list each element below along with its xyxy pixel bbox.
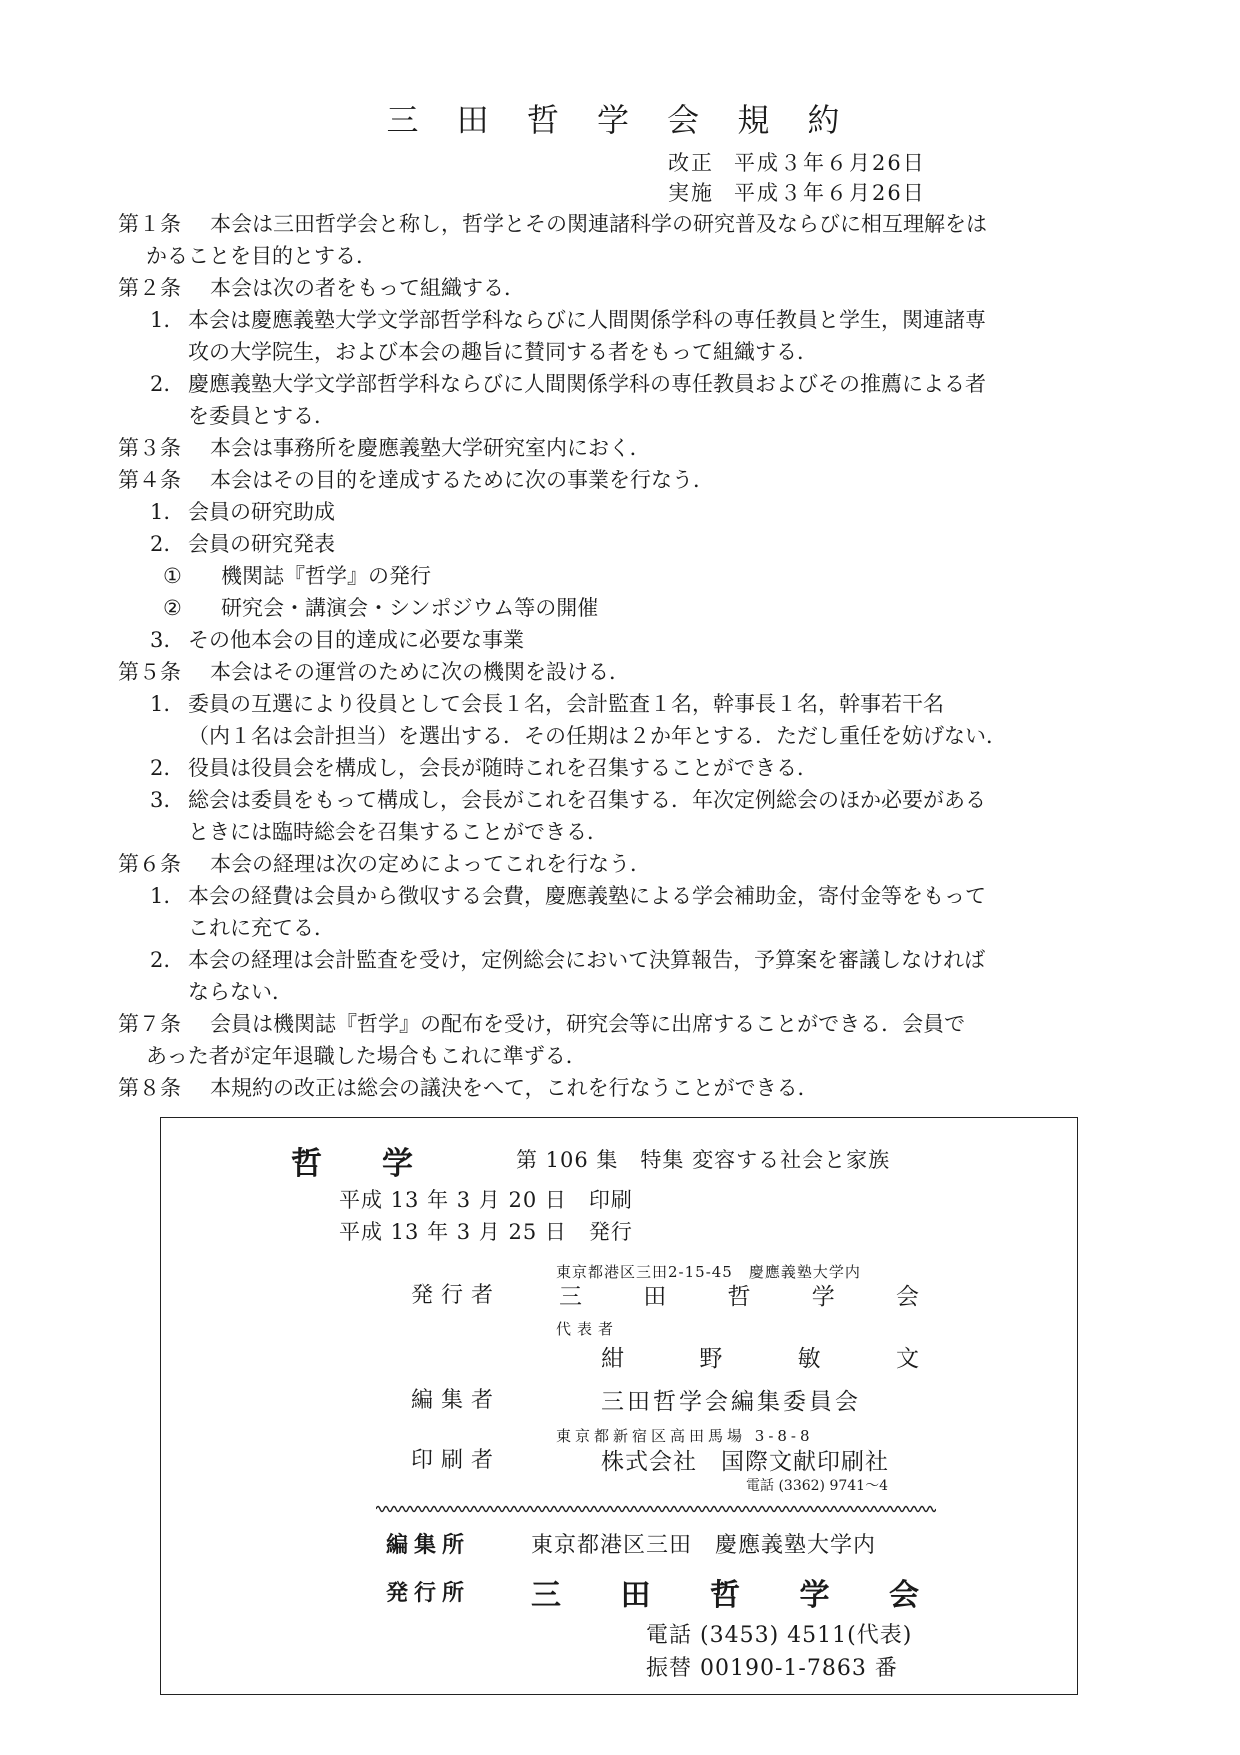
postal-account: 振替 00190-1-7863 番 <box>646 1656 898 1681</box>
item-number: 2. <box>150 532 171 556</box>
item-text: 会員の研究助成 <box>188 500 335 524</box>
publisher-role: 発行者 <box>411 1283 502 1308</box>
name-character: 三 <box>559 1284 582 1310</box>
article <box>118 848 1118 1008</box>
article-text: 本会は三田哲学会と称し，哲学とその関連諸科学の研究普及ならびに相互理解をは <box>210 212 987 236</box>
article <box>118 464 1118 656</box>
item-number: 3. <box>150 628 171 652</box>
article-head <box>118 464 1118 496</box>
article-head <box>118 1008 1118 1040</box>
article-text: 本会はその運営のために次の機関を設ける． <box>210 660 630 684</box>
name-character: 野 <box>699 1346 723 1372</box>
wavy-divider <box>376 1503 936 1515</box>
item-continuation: ならない． <box>188 980 293 1004</box>
article-item <box>118 496 1118 528</box>
article-head <box>118 1072 1118 1104</box>
article-head <box>118 272 1118 304</box>
name-character: 文 <box>895 1346 919 1372</box>
editorial-office-role: 編集所 <box>386 1532 471 1558</box>
representative-name <box>601 1340 919 1373</box>
revision-dates <box>668 148 926 208</box>
article-head <box>118 848 1118 880</box>
name-character: 学 <box>811 1284 835 1310</box>
article-text: 本会はその目的を達成するために次の事業を行なう． <box>210 468 714 492</box>
revision-label: 改正 <box>668 151 714 175</box>
item-text: 本会の経理は会計監査を受け，定例総会において決算報告，予算案を審議しなければ <box>188 948 986 972</box>
article-head <box>118 432 1118 464</box>
item-text: 総会は委員をもって構成し，会長がこれを召集する．年次定例総会のほか必要がある <box>188 788 986 812</box>
publishing-office <box>531 1570 919 1614</box>
article <box>118 208 1118 272</box>
article-number: 第７条 <box>118 1012 181 1036</box>
article-item <box>118 368 1118 400</box>
article-item <box>118 880 1118 912</box>
article <box>118 1008 1118 1072</box>
item-number: 2. <box>150 372 171 396</box>
item-text: 本会は慶應義塾大学文学部哲学科ならびに人間関係学科の専任教員と学生，関連諸専 <box>188 308 986 332</box>
article-head <box>118 656 1118 688</box>
item-continuation: を委員とする． <box>188 404 335 428</box>
enforcement-label: 実施 <box>668 181 714 205</box>
article-number: 第２条 <box>118 276 181 300</box>
item-number: 2. <box>150 756 171 780</box>
name-character: 敏 <box>797 1346 821 1372</box>
article-text: 会員は機関誌『哲学』の配布を受け，研究会等に出席することができる．会員で <box>210 1012 966 1036</box>
subitem-text: 研究会・講演会・シンポジウム等の開催 <box>221 596 599 620</box>
article <box>118 432 1118 464</box>
item-number: 1. <box>150 308 171 332</box>
name-character: 会 <box>889 1578 919 1613</box>
article-continuation: かることを目的とする． <box>146 244 377 268</box>
publishing-office-role: 発行所 <box>386 1580 471 1606</box>
name-character: 哲 <box>727 1284 751 1310</box>
editorial-office: 東京都港区三田 慶應義塾大学内 <box>531 1533 877 1558</box>
subitem-number: ② <box>163 596 182 620</box>
name-character: 哲 <box>710 1578 740 1613</box>
item-number: 3. <box>150 788 171 812</box>
item-number: 1. <box>150 692 171 716</box>
representative-role: 代表者 <box>556 1320 620 1338</box>
colophon <box>160 1117 1078 1695</box>
enforcement-value: 平成３年６月26日 <box>734 181 926 205</box>
editor-role: 編集者 <box>411 1388 502 1413</box>
item-number: 1. <box>150 500 171 524</box>
article-number: 第４条 <box>118 468 181 492</box>
publisher-name <box>559 1278 919 1311</box>
article-text: 本会の経理は次の定めによってこれを行なう． <box>210 852 651 876</box>
article-item <box>118 944 1118 976</box>
article-item <box>118 752 1118 784</box>
office-phone: 電話 (3453) 4511(代表) <box>646 1623 913 1648</box>
article-item <box>118 304 1118 336</box>
printer-phone: 電話 (3362) 9741〜4 <box>746 1478 888 1494</box>
article-item <box>118 784 1118 816</box>
article-number: 第８条 <box>118 1076 181 1100</box>
articles-list <box>118 208 1118 1104</box>
subitem-number: ① <box>163 564 182 588</box>
article-continuation: あった者が定年退職した場合もこれに準ずる． <box>146 1044 587 1068</box>
revision-value: 平成３年６月26日 <box>734 151 926 175</box>
subitem-text: 機関誌『哲学』の発行 <box>221 564 431 588</box>
article <box>118 656 1118 848</box>
name-character: 田 <box>620 1578 651 1613</box>
item-text: その他本会の目的達成に必要な事業 <box>188 628 524 652</box>
page-title: 三 田 哲 学 会 規 約 <box>386 101 854 139</box>
article-item <box>118 688 1118 720</box>
article-text: 本会は次の者をもって組織する． <box>210 276 525 300</box>
name-character: 会 <box>896 1284 919 1310</box>
print-date: 平成 13 年 3 月 20 日 印刷 <box>339 1188 633 1212</box>
article-subitem <box>118 592 1118 624</box>
name-character: 紺 <box>601 1346 624 1372</box>
item-text: 慶應義塾大学文学部哲学科ならびに人間関係学科の専任教員およびその推薦による者 <box>188 372 986 396</box>
name-character: 田 <box>643 1284 667 1310</box>
article-number: 第１条 <box>118 212 181 236</box>
article-text: 本規約の改正は総会の議決をへて，これを行なうことができる． <box>210 1076 819 1100</box>
article-number: 第３条 <box>118 436 181 460</box>
printer-name: 株式会社 国際文献印刷社 <box>601 1449 889 1475</box>
article-number: 第５条 <box>118 660 181 684</box>
article-item <box>118 528 1118 560</box>
issue-info: 第 106 集 特集 変容する社会と家族 <box>516 1148 891 1172</box>
item-continuation: 攻の大学院生，および本会の趣旨に賛同する者をもって組織する． <box>188 340 818 364</box>
article-text: 本会は事務所を慶應義塾大学研究室内におく． <box>210 436 651 460</box>
item-text: 委員の互選により役員として会長１名，会計監査１名，幹事長１名，幹事若干名 <box>188 692 944 716</box>
enforcement-date-row <box>668 178 926 208</box>
item-text: 会員の研究発表 <box>188 532 335 556</box>
journal-title: 哲学 <box>291 1146 473 1182</box>
article-subitem <box>118 560 1118 592</box>
name-character: 学 <box>799 1578 830 1613</box>
printer-role: 印刷者 <box>411 1448 502 1473</box>
item-continuation: ときには臨時総会を召集することができる． <box>188 820 608 844</box>
article-head <box>118 208 1118 240</box>
name-character: 三 <box>531 1578 561 1613</box>
item-continuation: これに充てる． <box>188 916 335 940</box>
article-number: 第６条 <box>118 852 181 876</box>
item-number: 1. <box>150 884 171 908</box>
printer-address: 東京都新宿区高田馬場 3-8-8 <box>556 1427 814 1445</box>
revision-date-row <box>668 148 926 178</box>
article <box>118 1072 1118 1104</box>
item-text: 本会の経費は会員から徴収する会費，慶應義塾による学会補助金，寄付金等をもって <box>188 884 986 908</box>
item-continuation: （内１名は会計担当）を選出する．その任期は２か年とする．ただし重任を妨げない． <box>188 724 1007 748</box>
article <box>118 272 1118 432</box>
publisher-address: 東京都港区三田2-15-45 慶應義塾大学内 <box>556 1263 861 1281</box>
editor-name: 三田哲学会編集委員会 <box>601 1389 861 1415</box>
item-number: 2. <box>150 948 171 972</box>
publication-date: 平成 13 年 3 月 25 日 発行 <box>339 1220 633 1244</box>
item-text: 役員は役員会を構成し，会長が随時これを召集することができる． <box>188 756 818 780</box>
article-item <box>118 624 1118 656</box>
